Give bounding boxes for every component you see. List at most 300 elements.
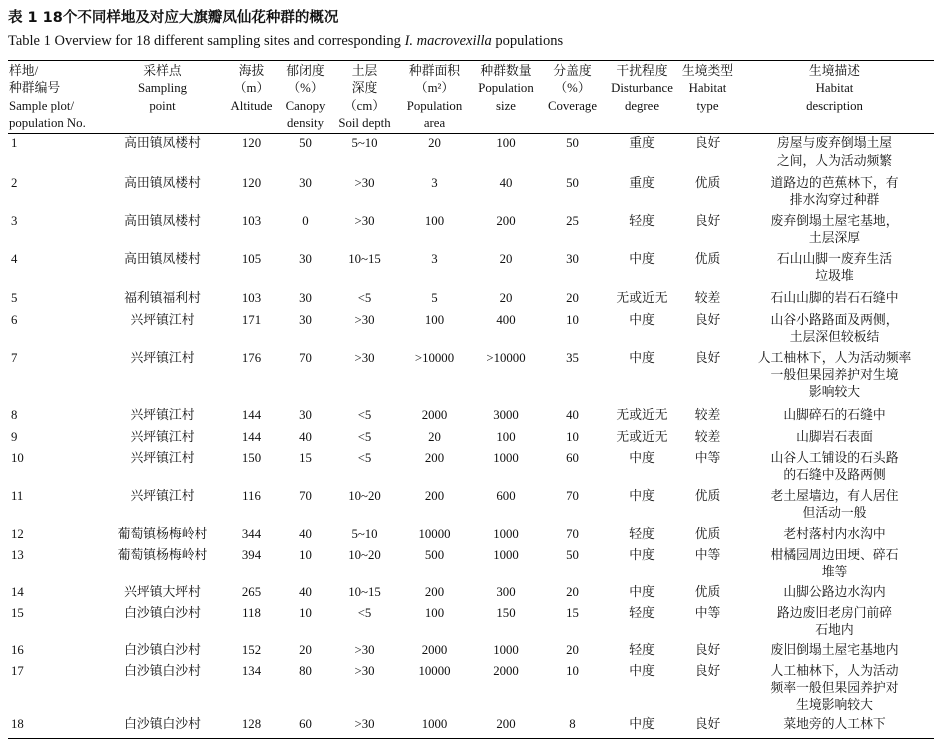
cell-coverage: 8 xyxy=(569,717,576,732)
table-caption-english xyxy=(8,33,563,50)
cell-soil-depth: 10~15 xyxy=(348,584,381,599)
description-line: 山脚公路边水沟内 xyxy=(783,584,886,599)
cell-sampling-point: 白沙镇白沙村 xyxy=(124,717,201,732)
cell-soil-depth: >30 xyxy=(354,350,375,365)
cell-sampling-point: 葡萄镇杨梅岭村 xyxy=(117,547,208,562)
cell-plot-no: 4 xyxy=(11,251,18,266)
cell-sampling-point: 兴坪镇江村 xyxy=(130,488,195,503)
header-line: Canopy xyxy=(285,98,326,113)
cell-altitude: 152 xyxy=(241,642,262,657)
cell-soil-depth: >30 xyxy=(354,717,375,732)
cell-coverage: 15 xyxy=(566,605,579,620)
cell-canopy-density: 30 xyxy=(299,175,312,190)
cell-disturbance: 中度 xyxy=(629,717,655,732)
cell-canopy-density: 50 xyxy=(299,136,312,151)
cell-habitat-type: 优质 xyxy=(694,488,721,503)
cell-altitude: 120 xyxy=(241,136,262,151)
description-line: 垃圾堆 xyxy=(815,269,854,284)
header-line: Sampling xyxy=(137,81,188,96)
table-row xyxy=(8,661,934,715)
cell-population-size: 20 xyxy=(499,290,513,305)
cell-population-size: 150 xyxy=(496,605,516,620)
description-line: 频率一般但果园养护对 xyxy=(770,681,899,696)
cell-habitat-description xyxy=(735,310,934,348)
header-line: type xyxy=(696,98,719,113)
description-line: 路边废旧老房门前碎 xyxy=(776,605,893,620)
cell-soil-depth: <5 xyxy=(357,290,372,305)
table-body xyxy=(8,133,934,739)
header-disturbance-degree xyxy=(604,61,680,134)
table-row xyxy=(8,173,934,211)
cell-canopy-density: 0 xyxy=(302,213,309,228)
description-line: 山谷人工铺设的石头路 xyxy=(770,450,899,465)
cell-plot-no: 11 xyxy=(11,488,24,503)
cell-population-size: 1000 xyxy=(493,547,519,562)
description-line: 之间，人为活动频繁 xyxy=(776,153,893,168)
cell-population-size: 200 xyxy=(496,717,516,732)
cell-plot-no: 17 xyxy=(11,663,24,678)
cell-habitat-type: 中等 xyxy=(694,605,721,620)
description-line: 废旧倒塌土屋宅基地内 xyxy=(770,642,899,657)
cell-coverage: 50 xyxy=(566,136,579,151)
cell-soil-depth: >30 xyxy=(354,175,375,190)
table-row xyxy=(8,448,934,486)
cell-soil-depth: <5 xyxy=(357,429,372,444)
cell-habitat-description xyxy=(735,640,934,661)
cell-altitude: 120 xyxy=(241,175,262,190)
cell-habitat-type: 良好 xyxy=(694,642,721,657)
cell-soil-depth: >30 xyxy=(354,663,375,678)
cell-habitat-type: 良好 xyxy=(694,136,721,151)
cell-population-size: 40 xyxy=(499,175,513,190)
cell-sampling-point: 白沙镇白沙村 xyxy=(124,642,201,657)
cell-plot-no: 13 xyxy=(11,547,24,562)
description-line: 的石缝中及路两侧 xyxy=(783,468,886,483)
cell-habitat-description xyxy=(735,133,934,173)
cell-soil-depth: >30 xyxy=(354,213,375,228)
header-row xyxy=(8,61,934,134)
cell-canopy-density: 30 xyxy=(299,407,312,422)
table-row xyxy=(8,249,934,288)
cell-population-area: 2000 xyxy=(421,407,448,422)
header-line: 种群编号 xyxy=(9,81,61,96)
header-line: 生境描述 xyxy=(808,64,861,78)
header-line: Disturbance xyxy=(611,81,673,96)
description-line: 石山山脚一废弃生活 xyxy=(776,251,893,266)
cell-canopy-density: 10 xyxy=(299,547,312,562)
cell-canopy-density: 60 xyxy=(299,717,312,732)
header-line: Sample plot/ xyxy=(9,98,75,113)
description-line: 房屋与废弃倒塌土屋 xyxy=(776,136,893,151)
cell-canopy-density: 70 xyxy=(299,488,312,503)
cell-population-area: 2000 xyxy=(421,642,448,657)
cell-canopy-density: 10 xyxy=(299,605,312,620)
header-line: 分盖度 xyxy=(553,64,592,78)
caption-species-name: I. macrovexilla xyxy=(404,33,492,49)
cell-plot-no: 3 xyxy=(11,213,18,228)
header-line: 干扰程度 xyxy=(616,64,668,78)
cell-altitude: 116 xyxy=(242,488,261,503)
table-row xyxy=(8,582,934,603)
cell-coverage: 35 xyxy=(566,350,579,365)
cell-plot-no: 18 xyxy=(11,717,24,732)
cell-canopy-density: 80 xyxy=(299,663,312,678)
cell-habitat-type: 良好 xyxy=(694,213,721,228)
cell-population-size: 2000 xyxy=(493,663,519,678)
cell-sampling-point: 葡萄镇杨梅岭村 xyxy=(117,526,208,541)
cell-altitude: 344 xyxy=(241,526,262,541)
header-altitude xyxy=(223,61,280,134)
header-line: density xyxy=(287,116,324,131)
cell-soil-depth: <5 xyxy=(357,407,372,422)
header-line: size xyxy=(496,98,516,113)
table-row xyxy=(8,211,934,249)
cell-disturbance: 无或近无 xyxy=(616,290,668,305)
cell-disturbance: 中度 xyxy=(629,547,655,562)
header-line: 土层 xyxy=(351,64,378,78)
header-line: Coverage xyxy=(547,98,598,113)
cell-plot-no: 2 xyxy=(11,175,18,190)
cell-habitat-type: 良好 xyxy=(694,350,721,365)
cell-altitude: 134 xyxy=(241,663,262,678)
cell-habitat-description xyxy=(735,603,934,640)
cell-habitat-description xyxy=(735,715,934,739)
cell-soil-depth: >30 xyxy=(354,642,375,657)
cell-canopy-density: 30 xyxy=(299,312,312,327)
cell-habitat-type: 优质 xyxy=(694,584,721,599)
cell-disturbance: 重度 xyxy=(629,175,655,190)
cell-plot-no: 1 xyxy=(11,136,18,151)
cell-population-area: >10000 xyxy=(414,350,455,365)
cell-soil-depth: >30 xyxy=(354,312,375,327)
cell-habitat-type: 较差 xyxy=(694,407,721,422)
cell-coverage: 30 xyxy=(566,251,579,266)
header-sampling-point xyxy=(102,61,223,134)
cell-habitat-type: 中等 xyxy=(694,547,721,562)
header-line: 样地/ xyxy=(9,64,39,78)
cell-soil-depth: 5~10 xyxy=(351,136,378,151)
cell-population-area: 200 xyxy=(424,450,445,465)
cell-population-area: 5 xyxy=(431,290,438,305)
header-line: 深度 xyxy=(351,81,378,96)
description-line: 土层深但较板结 xyxy=(789,330,880,345)
cell-habitat-description xyxy=(735,661,934,715)
cell-population-size: >10000 xyxy=(486,350,526,365)
description-line: 道路边的芭蕉林下，有 xyxy=(770,175,899,190)
cell-habitat-description xyxy=(735,173,934,211)
cell-disturbance: 中度 xyxy=(629,350,655,365)
cell-habitat-description xyxy=(735,405,934,427)
cell-disturbance: 中度 xyxy=(629,488,655,503)
table-row xyxy=(8,405,934,427)
cell-population-size: 1000 xyxy=(493,450,519,465)
description-line: 老土屋墙边，有人居住 xyxy=(770,488,899,503)
cell-soil-depth: 5~10 xyxy=(351,526,378,541)
table-row xyxy=(8,133,934,173)
table-row xyxy=(8,603,934,640)
cell-altitude: 171 xyxy=(241,312,262,327)
description-line: 废弃倒塌土屋宅基地， xyxy=(770,213,899,228)
header-canopy-density xyxy=(280,61,331,134)
header-line: Altitude xyxy=(230,98,273,113)
description-line: 山脚碎石的石缝中 xyxy=(783,407,886,422)
description-line: 人工柚林下，人为活动 xyxy=(770,663,899,678)
cell-habitat-description xyxy=(735,486,934,524)
description-line: 一般但果园养护对生境 xyxy=(770,368,899,383)
cell-sampling-point: 福利镇福利村 xyxy=(124,290,201,305)
cell-soil-depth: 10~20 xyxy=(348,547,381,562)
cell-sampling-point: 高田镇凤楼村 xyxy=(124,175,201,190)
cell-disturbance: 中度 xyxy=(629,450,655,465)
table-row xyxy=(8,715,934,739)
header-coverage xyxy=(541,61,604,134)
cell-coverage: 20 xyxy=(566,584,579,599)
cell-coverage: 70 xyxy=(566,488,579,503)
cell-habitat-type: 良好 xyxy=(694,717,721,732)
cell-habitat-type: 较差 xyxy=(694,429,721,444)
cell-habitat-description xyxy=(735,524,934,545)
cell-disturbance: 无或近无 xyxy=(616,429,668,444)
cell-disturbance: 轻度 xyxy=(629,605,655,620)
cell-disturbance: 中度 xyxy=(629,663,655,678)
cell-population-area: 200 xyxy=(424,488,445,503)
cell-sampling-point: 兴坪镇江村 xyxy=(130,312,195,327)
cell-population-area: 100 xyxy=(424,213,445,228)
cell-sampling-point: 白沙镇白沙村 xyxy=(124,605,201,620)
description-line: 堆等 xyxy=(821,565,848,580)
cell-canopy-density: 40 xyxy=(299,429,312,444)
header-line: 生境类型 xyxy=(681,64,734,78)
cell-population-area: 500 xyxy=(424,547,445,562)
cell-population-size: 100 xyxy=(496,429,516,444)
header-line: 种群数量 xyxy=(480,64,532,78)
cell-altitude: 265 xyxy=(241,584,262,599)
cell-canopy-density: 40 xyxy=(299,526,312,541)
cell-soil-depth: <5 xyxy=(357,450,372,465)
cell-altitude: 144 xyxy=(241,429,262,444)
caption-en-suffix: populations xyxy=(491,33,564,49)
header-line: degree xyxy=(624,98,660,113)
header-line: Habitat xyxy=(688,81,727,96)
header-line: area xyxy=(423,116,446,131)
description-line: 人工柚林下，人为活动频率 xyxy=(757,350,912,365)
cell-population-area: 10000 xyxy=(418,663,451,678)
header-line: （m） xyxy=(233,81,270,96)
table-caption-chinese: 表 1 18个不同样地及对应大旗瓣凤仙花种群的概况 xyxy=(8,10,339,26)
cell-canopy-density: 40 xyxy=(299,584,312,599)
description-line: 石山山脚的岩石石缝中 xyxy=(770,290,899,305)
cell-coverage: 10 xyxy=(566,663,579,678)
cell-population-area: 3 xyxy=(431,251,438,266)
header-line: （%） xyxy=(554,81,591,96)
cell-plot-no: 16 xyxy=(11,642,24,657)
cell-canopy-density: 70 xyxy=(299,350,312,365)
header-sample-plot xyxy=(8,61,102,134)
cell-coverage: 10 xyxy=(566,312,579,327)
header-population-area xyxy=(398,61,471,134)
description-line: 影响较大 xyxy=(808,385,861,400)
sampling-sites-table xyxy=(8,60,934,739)
cell-altitude: 128 xyxy=(241,717,262,732)
header-line: Population xyxy=(406,98,463,113)
cell-coverage: 20 xyxy=(566,642,579,657)
cell-sampling-point: 高田镇凤楼村 xyxy=(124,213,201,228)
cell-coverage: 50 xyxy=(566,175,579,190)
cell-habitat-description xyxy=(735,249,934,288)
table-row xyxy=(8,640,934,661)
cell-plot-no: 15 xyxy=(11,605,24,620)
header-population-size xyxy=(471,61,541,134)
table-header xyxy=(8,61,934,134)
cell-population-area: 100 xyxy=(424,605,445,620)
description-line: 土层深厚 xyxy=(808,231,861,246)
header-line: point xyxy=(149,98,176,113)
caption-en-prefix: Table 1 Overview for 18 different sampling sites and corresponding xyxy=(8,33,405,49)
cell-canopy-density: 20 xyxy=(299,642,312,657)
header-line: 海拔 xyxy=(238,64,265,78)
cell-canopy-density: 15 xyxy=(299,450,312,465)
cell-coverage: 60 xyxy=(566,450,579,465)
cell-plot-no: 9 xyxy=(11,429,18,444)
cell-altitude: 394 xyxy=(241,547,262,562)
cell-sampling-point: 兴坪镇大坪村 xyxy=(124,584,201,599)
cell-habitat-type: 优质 xyxy=(694,251,721,266)
header-line: Soil depth xyxy=(338,116,391,131)
cell-sampling-point: 兴坪镇江村 xyxy=(130,429,195,444)
description-line: 石地内 xyxy=(815,623,854,638)
cell-altitude: 105 xyxy=(241,251,262,266)
description-line: 生境影响较大 xyxy=(796,698,873,713)
cell-disturbance: 中度 xyxy=(629,584,655,599)
cell-altitude: 103 xyxy=(241,290,262,305)
cell-habitat-type: 优质 xyxy=(694,175,721,190)
table-row xyxy=(8,524,934,545)
cell-disturbance: 轻度 xyxy=(629,213,655,228)
header-habitat-description xyxy=(735,61,934,134)
cell-sampling-point: 白沙镇白沙村 xyxy=(124,663,201,678)
cell-plot-no: 8 xyxy=(11,407,18,422)
cell-population-area: 20 xyxy=(428,429,441,444)
header-line: 采样点 xyxy=(143,64,182,78)
cell-population-size: 200 xyxy=(496,213,516,228)
cell-disturbance: 轻度 xyxy=(629,642,655,657)
cell-population-area: 20 xyxy=(428,136,441,151)
cell-population-size: 300 xyxy=(496,584,516,599)
description-line: 菜地旁的人工林下 xyxy=(783,717,886,732)
cell-population-size: 100 xyxy=(496,136,516,151)
cell-soil-depth: <5 xyxy=(357,605,372,620)
cell-plot-no: 14 xyxy=(11,584,24,599)
description-line: 山脚岩石表面 xyxy=(796,429,873,444)
cell-coverage: 20 xyxy=(566,290,579,305)
cell-sampling-point: 高田镇凤楼村 xyxy=(124,251,201,266)
cell-population-size: 1000 xyxy=(493,526,519,541)
header-line: Population xyxy=(478,81,534,96)
description-line: 山谷小路路面及两侧， xyxy=(770,312,899,327)
cell-habitat-type: 良好 xyxy=(694,663,721,678)
header-line: description xyxy=(806,98,863,113)
cell-habitat-type: 优质 xyxy=(694,526,721,541)
cell-population-area: 200 xyxy=(424,584,445,599)
table-row xyxy=(8,545,934,582)
cell-coverage: 10 xyxy=(566,429,579,444)
cell-population-size: 1000 xyxy=(493,642,519,657)
cell-sampling-point: 兴坪镇江村 xyxy=(130,350,195,365)
cell-population-area: 100 xyxy=(424,312,445,327)
cell-altitude: 144 xyxy=(241,407,262,422)
cell-coverage: 40 xyxy=(566,407,579,422)
cell-plot-no: 7 xyxy=(11,350,18,365)
description-line: 老村落村内水沟中 xyxy=(783,526,886,541)
cell-altitude: 176 xyxy=(241,350,262,365)
cell-coverage: 70 xyxy=(566,526,579,541)
header-line: 种群面积 xyxy=(408,64,461,78)
header-line: 郁闭度 xyxy=(286,64,325,78)
cell-habitat-description xyxy=(735,448,934,486)
header-line: （m²） xyxy=(414,81,455,96)
cell-population-area: 10000 xyxy=(418,526,451,541)
cell-habitat-description xyxy=(735,427,934,448)
table-row xyxy=(8,288,934,310)
cell-altitude: 150 xyxy=(241,450,262,465)
header-line: Habitat xyxy=(815,81,854,96)
cell-sampling-point: 兴坪镇江村 xyxy=(130,450,195,465)
cell-sampling-point: 兴坪镇江村 xyxy=(130,407,195,422)
cell-habitat-type: 较差 xyxy=(694,290,721,305)
cell-disturbance: 无或近无 xyxy=(616,407,668,422)
description-line: 但活动一般 xyxy=(802,506,867,521)
cell-coverage: 25 xyxy=(566,213,579,228)
cell-disturbance: 重度 xyxy=(629,136,655,151)
table-row xyxy=(8,486,934,524)
cell-sampling-point: 高田镇凤楼村 xyxy=(124,136,201,151)
cell-population-size: 400 xyxy=(496,312,516,327)
cell-plot-no: 10 xyxy=(11,450,24,465)
cell-canopy-density: 30 xyxy=(299,251,312,266)
cell-habitat-description xyxy=(735,211,934,249)
cell-habitat-description xyxy=(735,582,934,603)
cell-plot-no: 6 xyxy=(11,312,18,327)
cell-altitude: 103 xyxy=(241,213,262,228)
cell-canopy-density: 30 xyxy=(299,290,312,305)
cell-habitat-description xyxy=(735,545,934,582)
cell-soil-depth: 10~20 xyxy=(348,488,381,503)
cell-coverage: 50 xyxy=(566,547,579,562)
cell-habitat-description xyxy=(735,288,934,310)
cell-habitat-description xyxy=(735,348,934,405)
cell-disturbance: 轻度 xyxy=(629,526,655,541)
description-line: 排水沟穿过种群 xyxy=(789,193,880,208)
cell-disturbance: 中度 xyxy=(629,251,655,266)
cell-altitude: 118 xyxy=(242,605,261,620)
cell-plot-no: 12 xyxy=(11,526,24,541)
cell-population-size: 600 xyxy=(496,488,516,503)
header-soil-depth xyxy=(331,61,398,134)
header-line: population No. xyxy=(9,116,86,131)
cell-habitat-type: 良好 xyxy=(694,312,721,327)
cell-soil-depth: 10~15 xyxy=(348,251,381,266)
header-habitat-type xyxy=(680,61,735,134)
table-row xyxy=(8,310,934,348)
table-row xyxy=(8,348,934,405)
cell-habitat-type: 中等 xyxy=(694,450,721,465)
table-row xyxy=(8,427,934,448)
cell-disturbance: 中度 xyxy=(629,312,655,327)
cell-population-size: 20 xyxy=(499,251,513,266)
header-line: （%） xyxy=(287,81,324,96)
cell-population-area: 1000 xyxy=(421,717,448,732)
cell-plot-no: 5 xyxy=(11,290,18,305)
